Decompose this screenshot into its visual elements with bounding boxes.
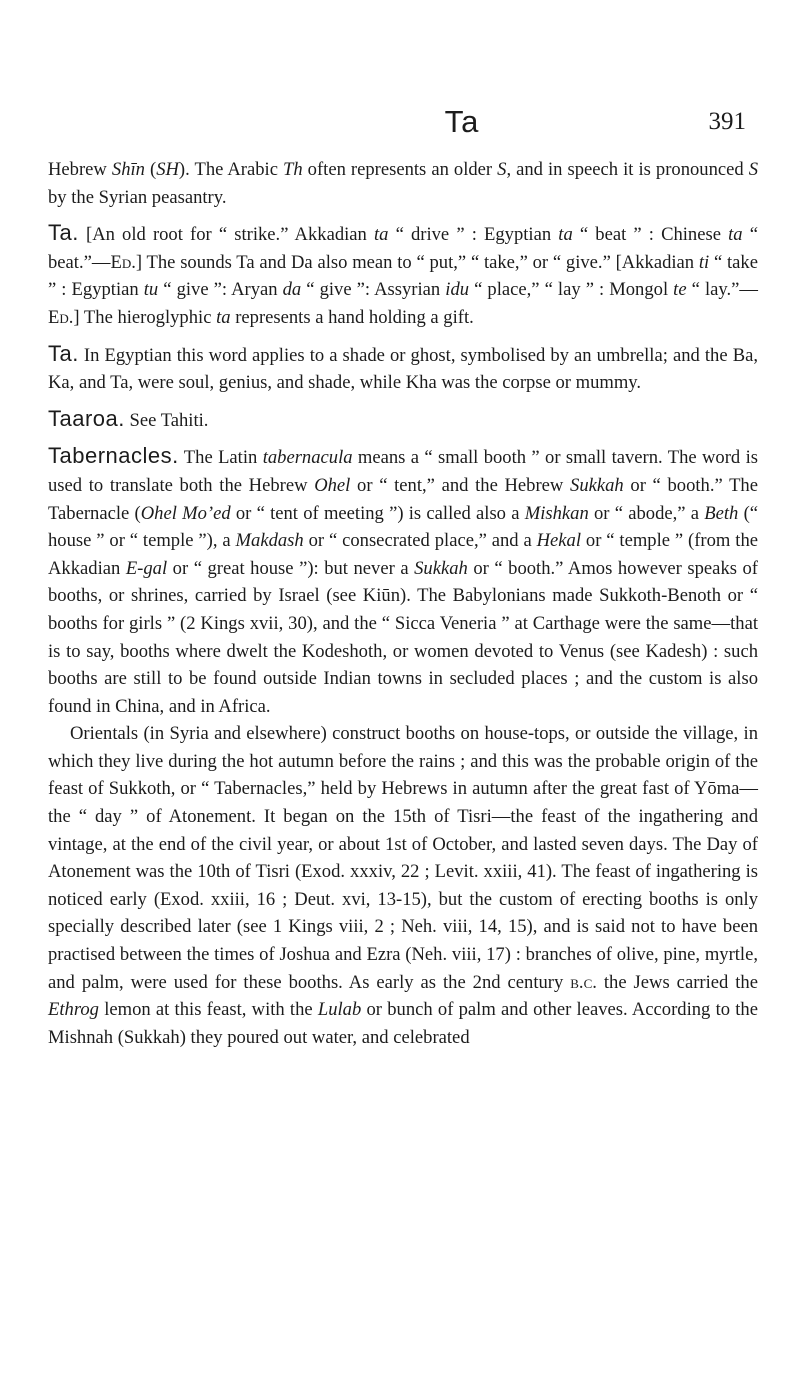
dictionary-entry-taaroa: Taaroa. See Tahiti. [48,405,209,431]
italic-term: ta [728,224,743,246]
body-text [48,156,758,1051]
small-caps-text: b.c. [570,971,597,993]
italic-term: Makdash [235,530,304,552]
small-caps-text: Ed. [110,251,136,273]
italic-term: Th [283,159,303,180]
italic-term: ta [216,306,231,328]
italic-term: ti [698,251,710,273]
italic-term: SH [156,159,179,180]
headword: Tabernacles. [48,443,179,469]
italic-term: da [282,279,302,301]
headword: Taaroa. [48,405,125,431]
running-head-title: Ta [444,104,480,139]
italic-term: idu [445,279,470,301]
italic-term: tu [143,279,159,301]
page-number: 391 [708,108,746,135]
dictionary-entry-tabernacles: Tabernacles. The Latin tabernacula means a “ small booth ” or small tavern. The word is used to translate both the Hebrew Ohel or “ tent,” and the Hebrew Sukkah or “ booth.” The Tabernacle (Ohel Mo’ed or “ tent of meeting ”) is called also a Mishkan or “ abode,” a Beth (“ house ” or “ temple ”), a Makdash or “ consecrated place,” and a Hekal or “ temple ” (from the Akkadian E-gal or “ great house ”): but never a Sukkah or “ booth.” Amos however speaks of booths, or shrines, carried by Israel (see Kiūn). The Babylonians made Sukkoth-Benoth or “ booths for girls ” (2 Kings xvii, 30), and the “ Sicca Veneria ” at Carthage were the same—that is to say, booths where dwelt the Kodeshoth, or women devoted to Venus (see Kadesh) : such booths are still to be found outside Indian towns in secluded places ; and the custom is also found in China, and in Africa. [48,443,759,717]
italic-term: Ohel [314,474,351,496]
small-caps-text: Ed. [48,306,74,328]
italic-term: Lulab [317,999,362,1021]
italic-term: Ethrog [48,999,99,1021]
italic-term: ta [558,224,573,246]
italic-term: Beth [704,502,739,524]
paragraph-tabernacles-continued: Orientals (in Syria and elsewhere) construct booths on house-tops, or outside the village, in which they live during the hot autumn before the rains ; and this was the probable origin of the feast of Sukkoth, or “ Tabernacles,” held by Hebrews in autumn after the great fast of Yōma—the “ day ” of Atonement. It began on the 15th of Tisri—the feast of the ingathering and vintage, at the end of the civil year, or about 1st of October, and lasted seven days. The Day of Atonement was the 10th of Tisri (Exod. xxxiv, 22 ; Levit. xxiii, 41). The feast of ingathering is noticed early (Exod. xxiii, 16 ; Deut. xvi, 13-15), but the custom of erecting booths is only specially described later (see 1 Kings viii, 2 ; Neh. viii, 14, 15), and is said not to have been practised between the times of Joshua and Ezra (Neh. viii, 17) : branches of olive, pine, myrtle, and palm, were used for these booths. As early as the 2nd century b.c. the Jews carried the Ethrog lemon at this feast, with the Lulab or bunch of palm and other leaves. According to the Mishnah (Sukkah) they poured out water, and celebrated [48,723,758,1048]
headword: Ta. [48,220,79,246]
italic-term: ta [373,224,389,246]
italic-term: Ohel Mo’ed [140,502,231,524]
running-head [0,104,800,144]
italic-term: S [497,159,507,180]
italic-term: S [748,159,759,180]
italic-term: Mishkan [524,502,589,524]
dictionary-entry-ta-shade: Ta. In Egyptian this word applies to a shade or ghost, symbolised by an umbrella; and the Ba, Ka, and Ta, were soul, genius, and shade, while Kha was the corpse or mummy. [48,340,758,394]
headword: Ta. [48,340,79,366]
italic-term: tabernacula [262,447,353,469]
italic-term: Sukkah [570,474,624,496]
italic-term: Sukkah [414,557,468,579]
italic-term: Hekal [536,530,582,552]
italic-term: te [673,279,687,301]
italic-term: Shīn [111,159,145,180]
paragraph: Hebrew Shīn (SH). The Arabic Th often represents an older S, and in speech it is pronounced S by the Syrian peasantry. [48,159,759,208]
italic-term: E-gal [125,557,168,579]
dictionary-entry-ta-root: Ta. [An old root for “ strike.” Akkadian ta “ drive ” : Egyptian ta “ beat ” : Chinese ta “ beat.”—Ed.] The sounds Ta and Da also mean to “ put,” “ take,” or “ give.” [Akkadian ti “ take ” : Egyptian tu “ give ”: Aryan da “ give ”: Assyrian idu “ place,” “ lay ” : Mongol te “ lay.”—Ed.] The hieroglyphic ta represents a hand holding a gift. [48,220,758,328]
